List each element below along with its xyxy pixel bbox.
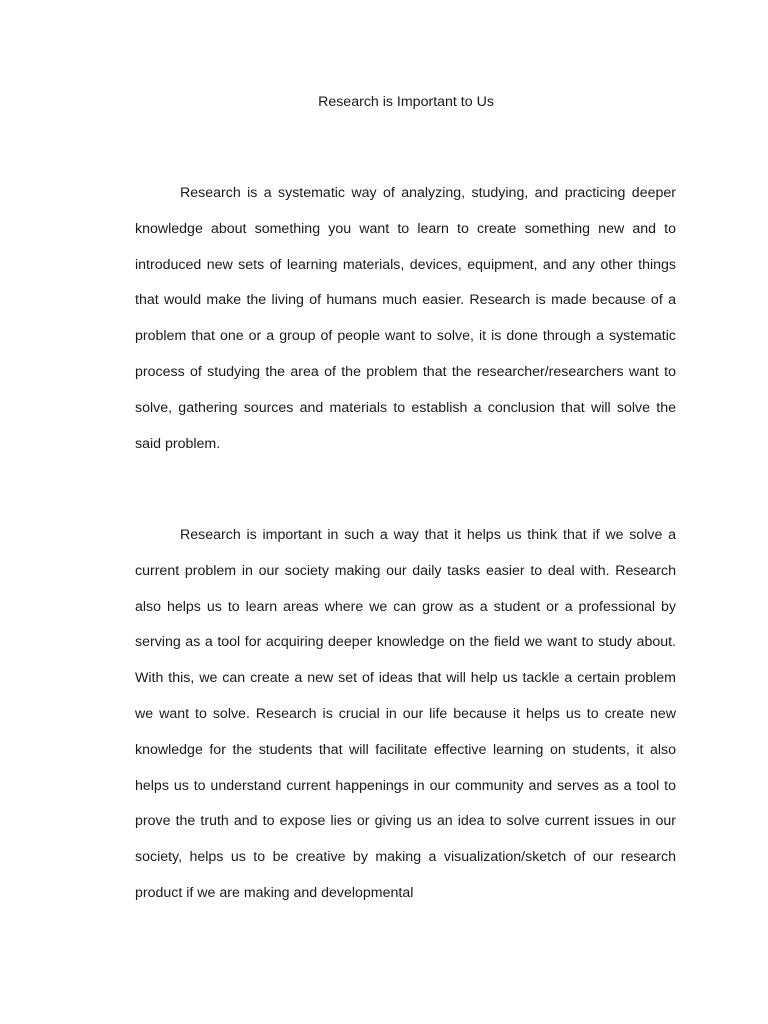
document-title: Research is Important to Us [318,94,494,110]
paragraph-2: Research is important in such a way that it helps us think that if we solve a current problem in our society making our daily tasks easier to deal with. Research also helps us to learn areas where we can grow as a student or a professional by serving as a tool for acquiring deeper knowledge on the field we want to study about. With this, we can create a new set of ideas that will help us tackle a certain problem we want to solve. Research is crucial in our life because it helps us to create new knowledge for the students that will facilitate effective learning on students, it also helps us to understand current happenings in our community and serves as a tool to prove the truth and to expose lies or giving us an idea to solve current issues in our society, helps us to be creative by making a visualization/sketch of our research product if we are making and developmental [135,527,676,901]
paragraph-1: Research is a systematic way of analyzing, studying, and practicing deeper knowledge about something you want to learn to create something new and to introduced new sets of learning materials, devices, equipment, and any other things that would make the living of humans much easier. Research is made because of a problem that one or a group of people want to solve, it is done through a systematic process of studying the area of the problem that the researcher/researchers want to solve, gathering sources and materials to establish a conclusion that will solve the said problem. [135,185,676,452]
